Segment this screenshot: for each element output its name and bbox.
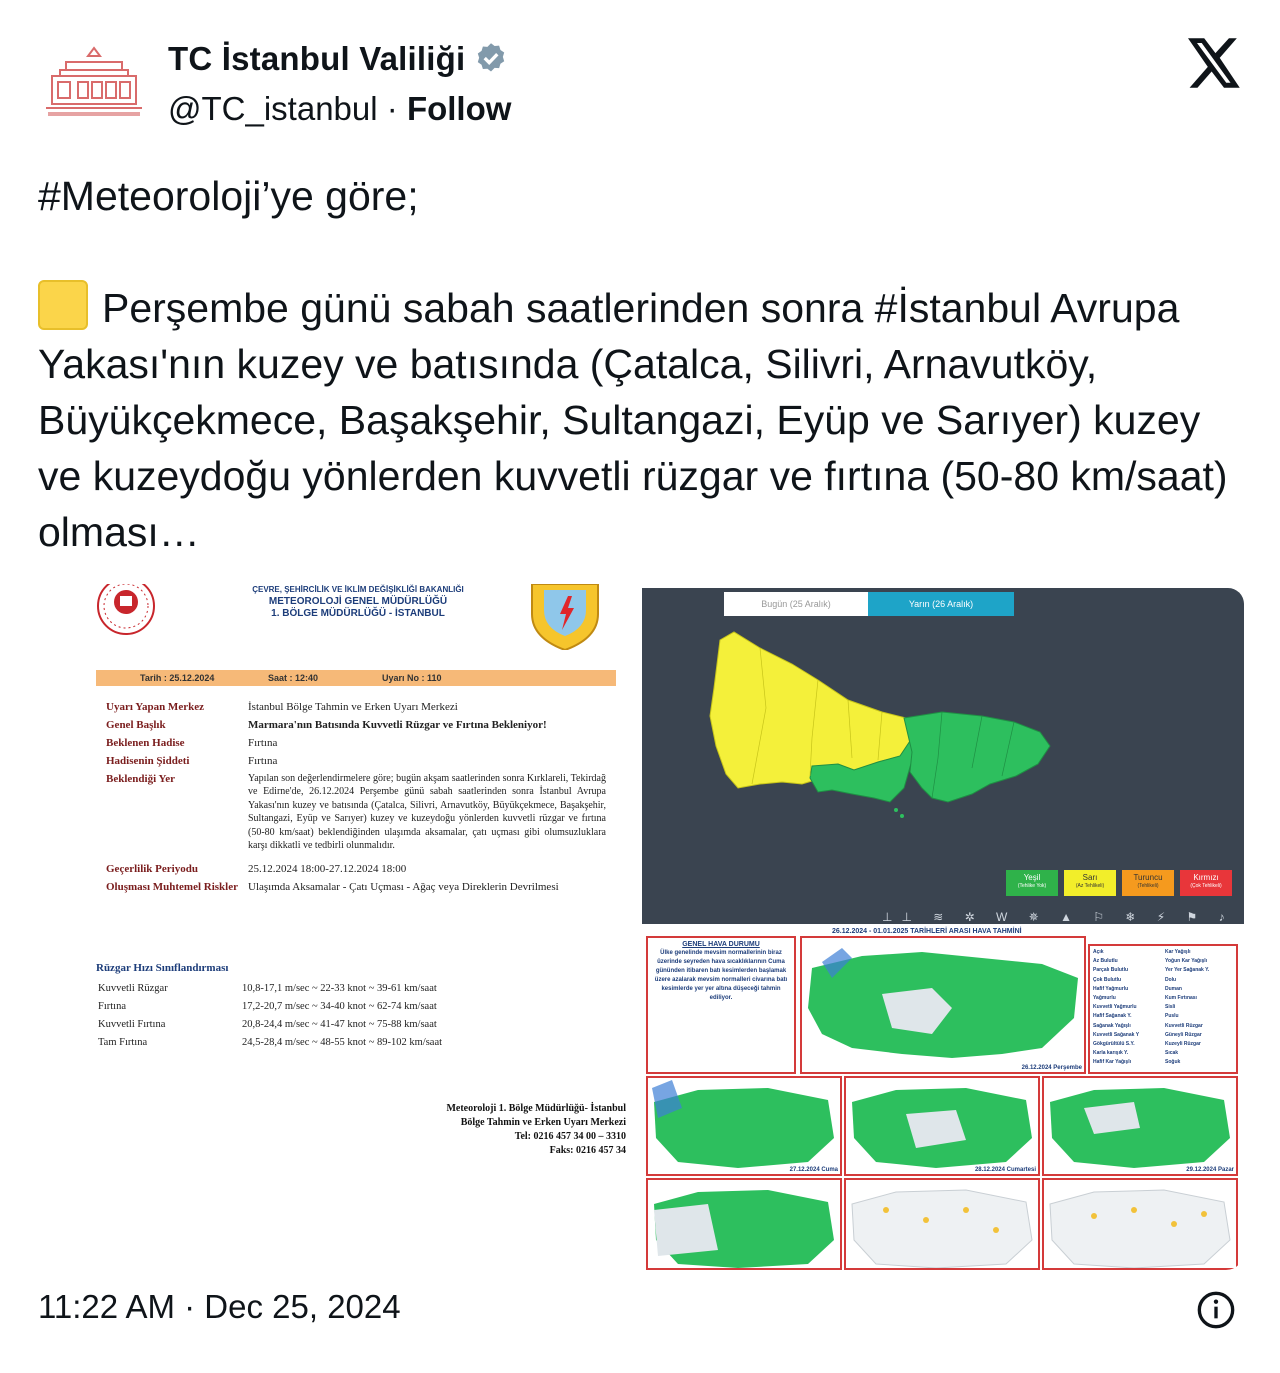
forecast-main-date: 26.12.2024 Perşembe xyxy=(1021,1065,1082,1071)
legend-item: Hafif Kar Yağışlı xyxy=(1093,1059,1131,1066)
heading-ministry: ÇEVRE, ŞEHİRCİLİK VE İKLİM DEĞİŞİKLİĞİ BAKANLIĞI xyxy=(252,585,464,594)
field-row xyxy=(106,754,606,768)
legend-item: Kar Yağışlı xyxy=(1165,949,1191,955)
field-key: Uyarı Yapan Merkez xyxy=(106,701,204,713)
tweet-body-paragraph xyxy=(38,280,1248,560)
general-weather-box xyxy=(646,936,796,1074)
legend-green xyxy=(1006,870,1058,896)
legend-item: Yağmurlu xyxy=(1093,995,1116,1002)
weather-icons-strip: ⊥⊥ ≋ ✲ W ✵ ▲ ⚐ ❄ ⚡ ⚑ ♪ xyxy=(882,910,1234,924)
wind-value: 24,5-28,4 m/sec ~ 48-55 knot ~ 89-102 km/saat xyxy=(242,1037,443,1048)
wind-row xyxy=(98,1034,518,1052)
istanbul-warning-map-image[interactable] xyxy=(642,588,1244,924)
asian-side-green-region xyxy=(904,712,1050,802)
legend-item: Dolu xyxy=(1165,976,1177,983)
separator-dot: · xyxy=(386,90,398,127)
legend-item: Kum Fırtınası xyxy=(1165,995,1197,1002)
tweet-header xyxy=(38,38,1248,138)
legend-label: Yeşil xyxy=(1023,873,1041,882)
wind-name: Fırtına xyxy=(98,1001,126,1012)
legend-item: Az Bulutlu xyxy=(1093,958,1118,965)
forecast-date: 27.12.2024 Cuma xyxy=(789,1167,838,1173)
field-key: Hadisenin Şiddeti xyxy=(106,755,190,767)
mgm-logo-icon xyxy=(528,584,602,650)
field-row xyxy=(106,700,606,714)
legend-item: Soğuk xyxy=(1165,1059,1181,1066)
ministry-emblem-icon xyxy=(96,584,186,642)
legend-item: Çok Bulutlu xyxy=(1093,976,1122,983)
field-value: Fırtına xyxy=(248,755,278,767)
tweet-body: Perşembe günü sabah saatlerinden sonra #İstanbul Avrupa Yakası'nın kuzey ve batısında (Çatalca, Silivri, Arnavutköy, Büyükçekmece, Başakşehir, Sultangazi, Eyüp ve Sarıyer) kuzey ve kuzeydoğu yönlerden kuvvetli rüzgar ve fırtına (50-80 km/saat) olması… xyxy=(38,285,1239,555)
legend-red xyxy=(1180,870,1232,896)
legend-item: Yer Yer Sağanak Y. xyxy=(1165,967,1210,974)
legend-sub: (Çok Tehlikeli) xyxy=(1190,883,1222,889)
tweet-media[interactable] xyxy=(38,584,1244,1270)
general-weather-text: Ülke genelinde mevsim normallerinin biraz üzerinde seyreden hava sıcaklıklarının Cuma gününden itibaren batı kesimlerden başlamak üzere azalarak mevsim normalleri civarına batı kesimlerde yer yer altına düşeceği tahmin ediliyor. xyxy=(654,950,788,1001)
field-row xyxy=(106,718,606,732)
field-key: Geçerlilik Periyodu xyxy=(106,863,198,876)
legend-item: Kuzeyli Rüzgar xyxy=(1165,1041,1201,1048)
wind-name: Kuvvetli Rüzgar xyxy=(98,983,168,994)
tweet-text xyxy=(38,168,1248,560)
heading-directorate: METEOROLOJİ GENEL MÜDÜRLÜĞÜ xyxy=(268,596,448,607)
forecast-map-day5 xyxy=(646,1178,842,1270)
legend-item: Hafif Yağmurlu xyxy=(1093,985,1129,992)
field-value: Yapılan son değerlendirmelere göre; bugün akşam saatlerinden sonra Kırklareli, Tekirdağ ve Edirne'de, 26.12.2024 Perşembe günü sabah saatlerinden sonra İstanbul Avrupa Yakası'nın kuzey ve batısında (Çatalca, Silivri, Arnavutköy, Büyükçekmece, Başakşehir, Sultangazi, Eyüp ve Sarıyer) kuzey ve kuzeydoğu yönlerden kuvvetli rüzgar ve fırtına (50-80 km/saat) beklendiğinden ulaşımda aksamalar, çatı uçması gibi olumsuzluklara karşı dikkatli ve tedbirli olunmalıdır. xyxy=(248,773,606,852)
forecast-map-day3 xyxy=(844,1076,1040,1176)
wind-classification-title: Rüzgar Hızı Sınıflandırması xyxy=(96,962,229,974)
follow-button[interactable]: Follow xyxy=(406,90,512,127)
legend-item: Sisli xyxy=(1165,1004,1176,1011)
wind-value: 10,8-17,1 m/sec ~ 22-33 knot ~ 39-61 km/saat xyxy=(242,983,437,994)
account-name[interactable]: TC İstanbul Valiliği xyxy=(168,40,466,77)
legend-item: Duman xyxy=(1165,985,1182,992)
field-key: Oluşması Muhtemel Riskler xyxy=(106,881,238,894)
document-fields xyxy=(106,700,606,898)
wind-row xyxy=(98,980,518,998)
footer-line: Meteoroloji 1. Bölge Müdürlüğü- İstanbul xyxy=(446,1103,626,1114)
legend-label: Kırmızı xyxy=(1193,873,1219,882)
document-heading xyxy=(188,584,528,620)
forecast-map-day4 xyxy=(1042,1076,1238,1176)
legend-item: Sağanak Yağışlı xyxy=(1093,1022,1131,1029)
legend-item: Karla karışık Y. xyxy=(1093,1050,1129,1057)
footer-line: Bölge Tahmin ve Erken Uyarı Merkezi xyxy=(460,1117,626,1128)
footer-line: Tel: 0216 457 34 00 – 3310 xyxy=(514,1131,626,1142)
legend-sub: (Tehlike Yok) xyxy=(1017,883,1047,889)
forecast-legend-left xyxy=(1093,948,1161,1070)
document-time: Saat : 12:40 xyxy=(268,673,319,683)
legend-item: Hafif Sağanak Y. xyxy=(1093,1013,1132,1020)
field-row xyxy=(106,736,606,750)
forecast-title: 26.12.2024 - 01.01.2025 TARİHLERİ ARASI HAVA TAHMİNİ xyxy=(832,928,1022,935)
general-weather-title: GENEL HAVA DURUMU xyxy=(682,941,760,948)
legend-orange xyxy=(1122,870,1174,896)
forecast-date: 29.12.2024 Pazar xyxy=(1186,1167,1234,1173)
document-footer xyxy=(338,1102,626,1158)
forecast-date: 28.12.2024 Cumartesi xyxy=(974,1167,1036,1173)
field-value: Fırtına xyxy=(248,737,278,749)
document-date: Tarih : 25.12.2024 xyxy=(140,673,215,683)
tab-tomorrow[interactable]: Yarın (26 Aralık) xyxy=(868,592,1014,616)
turkey-forecast-image[interactable] xyxy=(642,926,1244,1270)
forecast-map-main xyxy=(800,936,1086,1074)
forecast-legend-box xyxy=(1088,944,1238,1074)
legend-item: Kuvvetli Sağanak Y xyxy=(1093,1031,1140,1038)
avatar[interactable] xyxy=(38,38,150,128)
legend-item: Yoğun Kar Yağışlı xyxy=(1165,958,1208,965)
field-value: Marmara'nın Batısında Kuvvetli Rüzgar ve Fırtına Bekleniyor! xyxy=(248,719,547,731)
forecast-map-day2 xyxy=(646,1076,842,1176)
wind-name: Kuvvetli Fırtına xyxy=(98,1019,166,1030)
account-handle[interactable]: @TC_istanbul xyxy=(168,90,378,127)
heading-region: 1. BÖLGE MÜDÜRLÜĞÜ - İSTANBUL xyxy=(271,608,445,619)
info-icon[interactable] xyxy=(1196,1290,1236,1330)
legend-sub: (Az Tehlikeli) xyxy=(1075,883,1105,889)
tweet-timestamp[interactable]: 11:22 AM · Dec 25, 2024 xyxy=(38,1288,401,1325)
forecast-map-day6 xyxy=(844,1178,1040,1270)
warning-document-image[interactable] xyxy=(38,584,638,1270)
forecast-map-day7 xyxy=(1042,1178,1238,1270)
x-logo-icon[interactable] xyxy=(1188,38,1242,88)
wind-row xyxy=(98,998,518,1016)
legend-item: Kuvvetli Rüzgar xyxy=(1165,1022,1203,1029)
field-row xyxy=(106,862,606,876)
footer-line: Faks: 0216 457 34 xyxy=(549,1145,626,1156)
legend-item: Kuvvetli Yağmurlu xyxy=(1093,1004,1137,1011)
wind-row xyxy=(98,1016,518,1034)
field-key: Beklendiği Yer xyxy=(106,773,175,785)
legend-item: Puslu xyxy=(1165,1013,1179,1020)
field-row xyxy=(106,772,606,852)
field-value: İstanbul Bölge Tahmin ve Erken Uyarı Merkezi xyxy=(248,701,458,713)
legend-item: Güneyli Rüzgar xyxy=(1165,1031,1202,1038)
legend-yellow xyxy=(1064,870,1116,896)
wind-classification-table xyxy=(98,980,518,1052)
wind-value: 20,8-24,4 m/sec ~ 41-47 knot ~ 75-88 km/saat xyxy=(242,1019,437,1030)
legend-item: Açık xyxy=(1093,949,1104,955)
field-row xyxy=(106,880,606,894)
wind-value: 17,2-20,7 m/sec ~ 34-40 knot ~ 62-74 km/saat xyxy=(242,1001,437,1012)
legend-item: Sıcak xyxy=(1165,1050,1179,1057)
field-value: Ulaşımda Aksamalar - Çatı Uçması - Ağaç veya Direklerin Devrilmesi xyxy=(248,881,559,894)
tab-today[interactable]: Bugün (25 Aralık) xyxy=(724,592,868,616)
field-value: 25.12.2024 18:00-27.12.2024 18:00 xyxy=(248,863,407,876)
field-key: Beklenen Hadise xyxy=(106,737,185,749)
legend-item: Parçalı Bulutlu xyxy=(1093,967,1129,974)
tweet-line-1: #Meteoroloji’ye göre; xyxy=(38,173,419,219)
document-warning-no: Uyarı No : 110 xyxy=(382,673,442,683)
legend-sub: (Tehlikeli) xyxy=(1137,883,1159,889)
legend-label: Sarı xyxy=(1082,873,1098,882)
verified-badge-icon xyxy=(473,41,509,77)
document-info-bar xyxy=(96,670,616,686)
field-key: Genel Başlık xyxy=(106,719,166,731)
forecast-legend-right xyxy=(1165,948,1233,1070)
yellow-square-icon xyxy=(38,280,88,330)
legend-label: Turuncu xyxy=(1133,873,1163,882)
legend-item: Gökgürültülü S.Y. xyxy=(1093,1041,1135,1048)
wind-name: Tam Fırtına xyxy=(98,1037,148,1048)
